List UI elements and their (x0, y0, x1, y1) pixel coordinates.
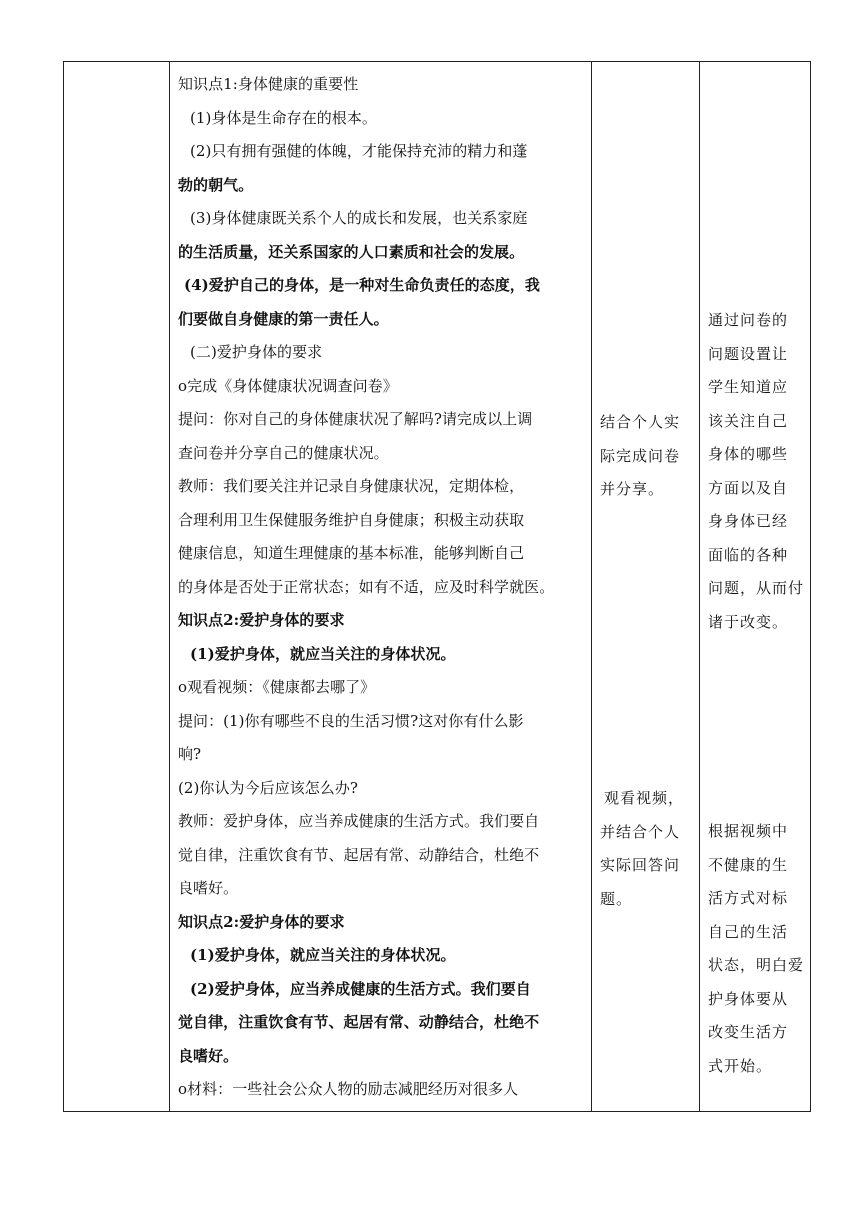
text-line: 勃的朝气。 (178, 175, 254, 194)
design-intent-line: 自己的生活 (708, 922, 789, 941)
student-activity-questionnaire (592, 406, 699, 507)
design-intent-questionnaire (700, 304, 810, 639)
text-line: 提问：(1)你有哪些不良的生活习惯?这对你有什么影 (178, 711, 524, 730)
text-line: (4)爱护自己的身体，是一种对生命负责任的态度，我 (184, 276, 540, 294)
student-activity-line: 并分享。 (600, 480, 665, 498)
design-intent-line: 学生知道应 (708, 378, 789, 396)
text-line: 良嗜好。 (178, 1046, 239, 1065)
text-line: 响? (178, 745, 202, 763)
teaching-process-text (170, 62, 591, 1111)
text-line: o完成《身体健康状况调查问卷》 (178, 376, 398, 395)
design-intent-line: 面临的各种 (708, 545, 789, 564)
text-line: 合理利用卫生保健服务维护自身健康；积极主动获取 (178, 510, 525, 529)
text-line: 觉自律，注重饮食有节、起居有常、动静结合，杜绝不 (178, 845, 540, 864)
student-activity-line: 并结合个人 (600, 822, 681, 841)
design-intent-line: 状态，明白爱 (708, 956, 805, 974)
lesson-plan-table (63, 61, 811, 1112)
text-line: 的生活质量，还关系国家的人口素质和社会的发展。 (178, 242, 525, 261)
design-intent-line: 活方式对标 (708, 889, 789, 907)
design-intent-line: 根据视频中 (708, 822, 789, 840)
design-intent-line: 改变生活方 (708, 1023, 789, 1041)
text-line: (2)只有拥有强健的体魄，才能保持充沛的精力和蓬 (190, 142, 528, 160)
text-line: o材料：一些社会公众人物的励志减肥经历对很多人 (178, 1080, 519, 1098)
student-activity-line: 实际回答问 (600, 856, 681, 874)
design-intent-line: 问题设置让 (708, 344, 789, 363)
student-activity-cell (592, 62, 700, 1112)
design-intent-line: 不健康的生 (708, 855, 789, 874)
text-line: 良嗜好。 (178, 879, 239, 897)
teaching-process-cell (170, 62, 592, 1112)
text-line: 健康信息，知道生理健康的基本标准，能够判断自己 (178, 544, 525, 562)
design-intent-line: 诸于改变。 (708, 612, 789, 631)
text-line: 教师：爱护身体，应当养成健康的生活方式。我们要自 (178, 812, 540, 830)
student-activity-line: 题。 (600, 889, 633, 908)
design-intent-video (700, 815, 810, 1083)
text-line: 们要做自身健康的第一责任人。 (178, 309, 389, 328)
text-line: 知识点2:爱护身体的要求 (178, 912, 345, 931)
text-line: (2)爱护身体，应当养成健康的生活方式。我们要自 (190, 979, 531, 998)
text-line: 觉自律，注重饮食有节、起居有常、动静结合，杜绝不 (178, 1013, 540, 1031)
text-line: 知识点2:爱护身体的要求 (178, 611, 345, 629)
student-activity-video (592, 782, 699, 916)
design-intent-line: 方面以及自 (708, 478, 789, 497)
text-line: o观看视频：《健康都去哪了》 (178, 678, 376, 696)
design-intent-line: 护身体要从 (708, 989, 789, 1008)
design-intent-line: 该关注自己 (708, 411, 789, 430)
student-activity-line: 际完成问卷 (600, 446, 681, 465)
design-intent-line: 式开始。 (708, 1056, 773, 1075)
design-intent-line: 问题，从而付 (708, 579, 805, 597)
table-row (64, 62, 811, 1112)
student-activity-line: 观看视频， (604, 789, 685, 807)
design-intent-line: 通过问卷的 (708, 311, 789, 329)
design-intent-cell (700, 62, 811, 1112)
text-line: 的身体是否处于正常状态；如有不适，应及时科学就医。 (178, 577, 555, 596)
text-line: 提问：你对自己的身体健康状况了解吗?请完成以上调 (178, 410, 533, 428)
student-activity-line: 结合个人实 (600, 413, 681, 431)
text-line: 教师：我们要关注并记录自身健康状况，定期体检， (178, 477, 525, 495)
text-line: (2)你认为今后应该怎么办? (178, 778, 358, 797)
design-intent-line: 身身体已经 (708, 512, 789, 530)
design-intent-line: 身体的哪些 (708, 445, 789, 463)
blank-first-column-cell (64, 62, 170, 1112)
text-line: (1)身体是生命存在的根本。 (190, 108, 377, 127)
text-line: (1)爱护身体，就应当关注的身体状况。 (190, 644, 456, 663)
text-line: (1)爱护身体，就应当关注的身体状况。 (190, 946, 456, 964)
text-line: 查问卷并分享自己的健康状况。 (178, 443, 389, 462)
text-line: (二)爱护身体的要求 (190, 343, 323, 361)
text-line: 知识点1:身体健康的重要性 (178, 75, 359, 93)
text-line: (3)身体健康既关系个人的成长和发展，也关系家庭 (190, 209, 528, 227)
